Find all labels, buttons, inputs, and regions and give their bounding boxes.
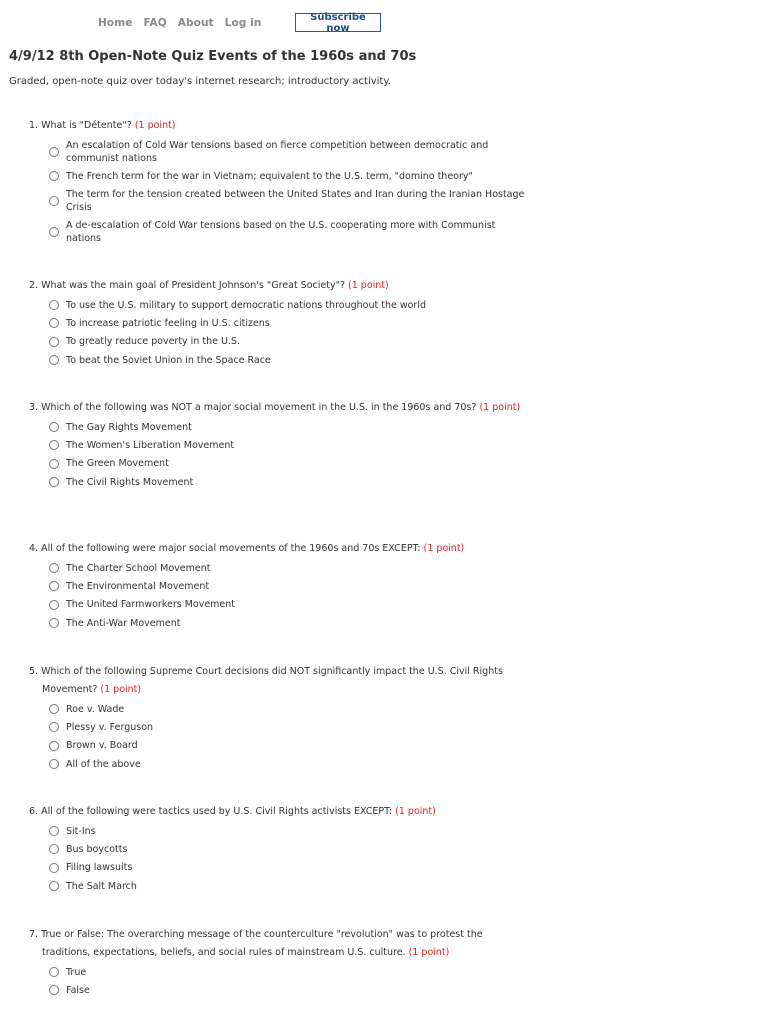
answer-option[interactable]: The Anti-War Movement	[29, 614, 529, 632]
question-3	[29, 399, 529, 491]
answer-option[interactable]: The Civil Rights Movement	[29, 473, 529, 491]
answer-option[interactable]: Sit-Ins	[29, 822, 529, 840]
radio-button[interactable]	[49, 227, 59, 237]
points-label: (1 point)	[479, 402, 521, 413]
nav-home-link[interactable]: Home	[98, 17, 133, 29]
answer-option[interactable]: The French term for the war in Vietnam; equivalent to the U.S. term, "domino theory"	[29, 167, 529, 185]
question-text: 1. What is "Détente"? (1 point)	[29, 120, 176, 131]
answer-option[interactable]: The Charter School Movement	[29, 559, 529, 577]
radio-button[interactable]	[49, 355, 59, 365]
question-2	[29, 277, 529, 369]
answer-option[interactable]: The Women's Liberation Movement	[29, 436, 529, 454]
radio-button[interactable]	[49, 581, 59, 591]
question-text: 3. Which of the following was NOT a major social movement in the U.S. in the 1960s and 70s? (1 point)	[29, 402, 521, 413]
radio-button[interactable]	[49, 759, 59, 769]
answer-option[interactable]: The Green Movement	[29, 455, 529, 473]
radio-button[interactable]	[49, 422, 59, 432]
answer-option[interactable]: A de-escalation of Cold War tensions based on the U.S. cooperating more with Communist nations	[29, 216, 529, 247]
radio-button[interactable]	[49, 985, 59, 995]
question-text: 6. All of the following were tactics used by U.S. Civil Rights activists EXCEPT: (1 point)	[29, 806, 436, 817]
radio-button[interactable]	[49, 196, 59, 206]
radio-button[interactable]	[49, 863, 59, 873]
answer-option[interactable]: The Salt March	[29, 877, 529, 895]
radio-button[interactable]	[49, 704, 59, 714]
points-label: (1 point)	[395, 806, 436, 817]
subscribe-button[interactable]: Subscribe now	[295, 13, 381, 32]
answer-option[interactable]: Plessy v. Ferguson	[29, 718, 529, 736]
page-title: 4/9/12 8th Open-Note Quiz Events of the 1960s and 70s	[9, 49, 417, 64]
question-1	[29, 117, 529, 247]
nav-faq-link[interactable]: FAQ	[143, 17, 167, 29]
radio-button[interactable]	[49, 741, 59, 751]
answer-option[interactable]: To increase patriotic feeling in U.S. citizens	[29, 314, 529, 332]
points-label: (1 point)	[408, 947, 450, 958]
page-description: Graded, open-note quiz over today's internet research; introductory activity.	[9, 76, 392, 87]
answer-option[interactable]: True	[29, 963, 529, 981]
radio-button[interactable]	[49, 722, 59, 732]
points-label: (1 point)	[423, 543, 465, 554]
radio-button[interactable]	[49, 147, 59, 157]
radio-button[interactable]	[49, 618, 59, 628]
question-6	[29, 803, 529, 895]
points-label: (1 point)	[134, 120, 176, 131]
answer-option[interactable]: An escalation of Cold War tensions based on fierce competition between democratic and communist nations	[29, 136, 529, 167]
answer-option[interactable]: All of the above	[29, 755, 529, 773]
radio-button[interactable]	[49, 881, 59, 891]
question-text: 2. What was the main goal of President Johnson's "Great Society"? (1 point)	[29, 280, 389, 291]
answer-option[interactable]: Filing lawsuits	[29, 859, 529, 877]
radio-button[interactable]	[49, 171, 59, 181]
nav-login-link[interactable]: Log in	[224, 17, 262, 29]
answer-option[interactable]: To beat the Soviet Union in the Space Race	[29, 351, 529, 369]
points-label: (1 point)	[100, 684, 142, 695]
answer-option[interactable]: Bus boycotts	[29, 840, 529, 858]
question-4	[29, 540, 529, 632]
answer-option[interactable]: Roe v. Wade	[29, 700, 529, 718]
radio-button[interactable]	[49, 600, 59, 610]
answer-option[interactable]: The United Farmworkers Movement	[29, 596, 529, 614]
question-text: 7. True or False: The overarching message of the counterculture "revolution" was to protest the traditions, expectations, beliefs, and social rules of mainstream U.S. culture. (1 point)	[29, 929, 483, 958]
radio-button[interactable]	[49, 967, 59, 977]
answer-option[interactable]: To use the U.S. military to support democratic nations throughout the world	[29, 296, 529, 314]
points-label: (1 point)	[348, 280, 389, 291]
radio-button[interactable]	[49, 477, 59, 487]
answer-option[interactable]: The Gay Rights Movement	[29, 418, 529, 436]
radio-button[interactable]	[49, 826, 59, 836]
radio-button[interactable]	[49, 459, 59, 469]
radio-button[interactable]	[49, 337, 59, 347]
top-nav	[98, 12, 272, 34]
answer-option[interactable]: To greatly reduce poverty in the U.S.	[29, 333, 529, 351]
question-7	[29, 926, 529, 1000]
answer-option[interactable]: Brown v. Board	[29, 737, 529, 755]
answer-option[interactable]: False	[29, 981, 529, 999]
answer-option[interactable]: The Environmental Movement	[29, 577, 529, 595]
radio-button[interactable]	[49, 300, 59, 310]
question-text: 4. All of the following were major social movements of the 1960s and 70s EXCEPT: (1 point)	[29, 543, 465, 554]
question-text: 5. Which of the following Supreme Court decisions did NOT significantly impact the U.S. Civil Rights Movement? (1 point)	[29, 666, 503, 695]
radio-button[interactable]	[49, 440, 59, 450]
radio-button[interactable]	[49, 563, 59, 573]
radio-button[interactable]	[49, 318, 59, 328]
nav-about-link[interactable]: About	[177, 17, 214, 29]
radio-button[interactable]	[49, 844, 59, 854]
answer-option[interactable]: The term for the tension created between the United States and Iran during the Iranian Hostage Crisis	[29, 185, 529, 216]
question-5	[29, 663, 529, 773]
